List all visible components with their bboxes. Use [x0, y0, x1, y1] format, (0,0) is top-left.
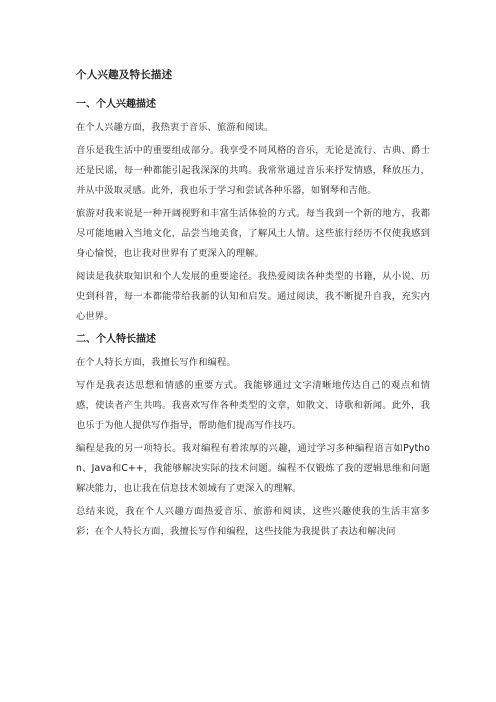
section-interests [76, 95, 430, 327]
paragraph: 阅读是我获取知识和个人发展的重要途径。我热爱阅读各种类型的书籍，从小说、历史到科普，每一本都能带给我新的认知和启发。通过阅读，我不断提升自我，充实内心世界。 [76, 271, 430, 322]
document-title: 个人兴趣及特长描述 [76, 69, 173, 81]
paragraph: 音乐是我生活中的重要组成部分。我享受不同风格的音乐，无论是流行、古典、爵士还是民谣，每一种都能引起我深深的共鸣。我常常通过音乐来抒发情感，释放压力，并从中汲取灵感。此外，我也乐于学习和尝试各种乐器，如钢琴和吉他。 [76, 145, 430, 196]
paragraph: 总结来说，我在个人兴趣方面热爱音乐、旅游和阅读，这些兴趣使我的生活丰富多彩；在个人特长方面，我擅长写作和编程，这些技能为我提供了表达和解决问 [76, 506, 430, 537]
paragraph: 在个人兴趣方面，我热衷于音乐、旅游和阅读。 [76, 122, 274, 133]
document-content [76, 65, 430, 545]
section-heading: 一、个人兴趣描述 [76, 99, 156, 110]
paragraph: 在个人特长方面，我擅长写作和编程。 [76, 357, 236, 368]
section-specialties [76, 330, 430, 542]
paragraph: 写作是我表达思想和情感的重要方式。我能够通过文字清晰地传达自己的观点和情感，使读者产生共鸣。我喜欢写作各种类型的文章，如散文、诗歌和新闻。此外，我也乐于为他人提供写作指导，帮助他们提高写作技巧。 [76, 380, 430, 431]
section-heading: 二、个人特长描述 [76, 334, 156, 345]
paragraph: 旅游对我来说是一种开阔视野和丰富生活体验的方式。每当我到一个新的地方，我都尽可能地融入当地文化，品尝当地美食，了解风土人情。这些旅行经历不仅使我感到身心愉悦，也让我对世界有了更深入的理解。 [76, 208, 430, 259]
paragraph: 编程是我的另一项特长。我对编程有着浓厚的兴趣，通过学习多种编程语言如Python、Java和C++，我能够解决实际的技术问题。编程不仅锻炼了我的逻辑思维和问题解决能力，也让我在信息技术领域有了更深入的理解。 [76, 443, 430, 494]
